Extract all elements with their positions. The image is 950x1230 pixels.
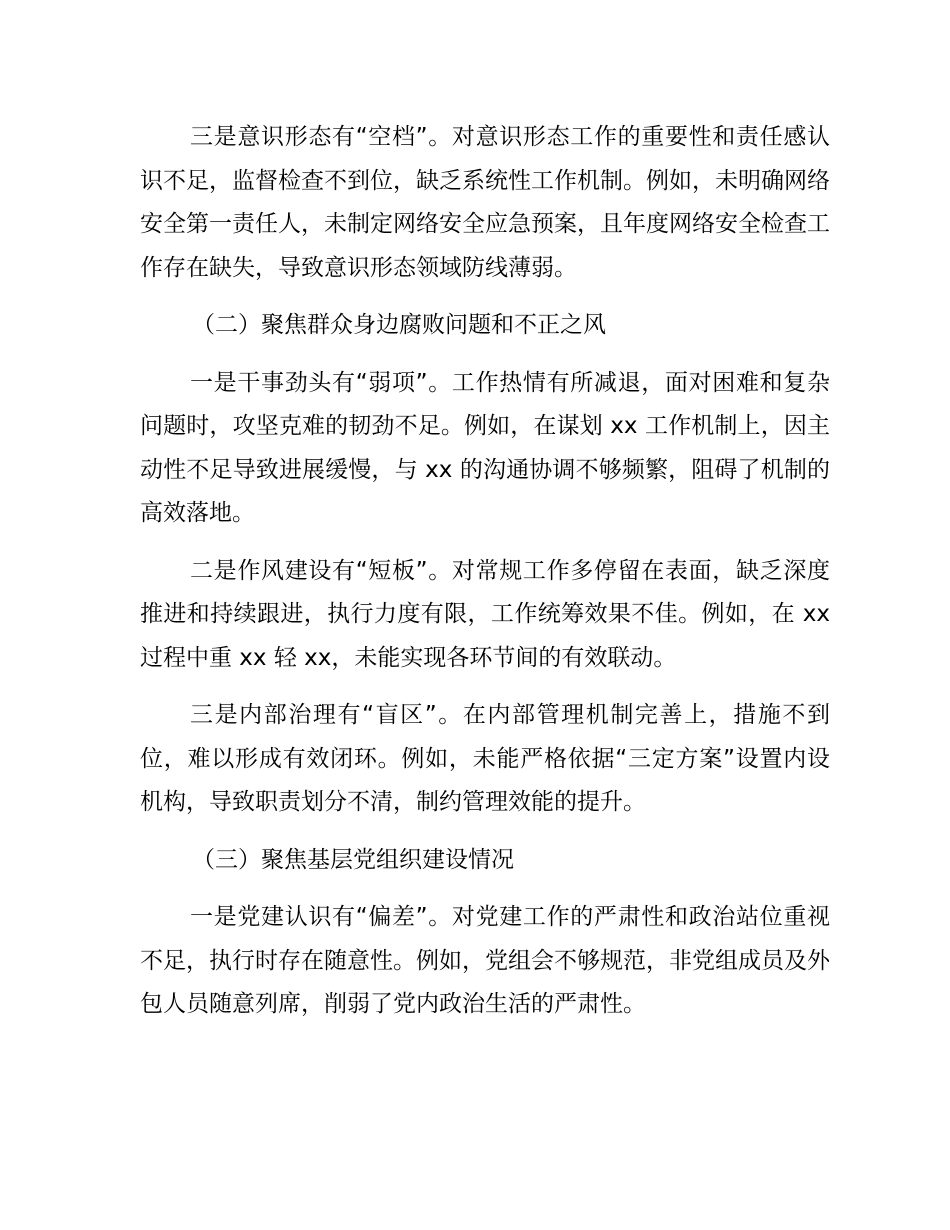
section-heading-3: （三）聚焦基层党组织建设情况 [192, 846, 514, 873]
paragraph-work-drive-weakness: 一是干事劲头有“弱项”。工作热情有所减退，面对困难和复杂问题时，攻坚克难的韧劲不足。例如，在谋划 xx 工作机制上，因主动性不足导致进展缓慢，与 xx 的沟通协调不够频繁，阻碍了机制的高效落地。 [140, 369, 830, 526]
paragraph-internal-governance-blindspot: 三是内部治理有“盲区”。在内部管理机制完善上，措施不到位，难以形成有效闭环。例如，未能严格依据“三定方案”设置内设机构，导致职责划分不清，制约管理效能的提升。 [140, 702, 830, 815]
section-heading-2: （二）聚焦群众身边腐败问题和不正之风 [192, 312, 606, 338]
paragraph-work-style-shortcoming: 二是作风建设有“短板”。对常规工作多停留在表面，缺乏深度推进和持续跟进，执行力度有限，工作统筹效果不佳。例如，在 xx 过程中重 xx 轻 xx，未能实现各环节间的有效联动。 [140, 557, 838, 671]
paragraph-party-building-deviation: 一是党建认识有“偏差”。对党建工作的严肃性和政治站位重视不足，执行时存在随意性。例如，党组会不够规范，非党组成员及外包人员随意列席，削弱了党内政治生活的严肃性。 [140, 904, 830, 1017]
document-body [140, 116, 838, 1041]
paragraph-ideology-gap: 三是意识形态有“空档”。对意识形态工作的重要性和责任感认识不足，监督检查不到位，缺乏系统性工作机制。例如，未明确网络安全第一责任人，未制定网络安全应急预案，且年度网络安全检查工作存在缺失，导致意识形态领域防线薄弱。 [140, 124, 830, 281]
